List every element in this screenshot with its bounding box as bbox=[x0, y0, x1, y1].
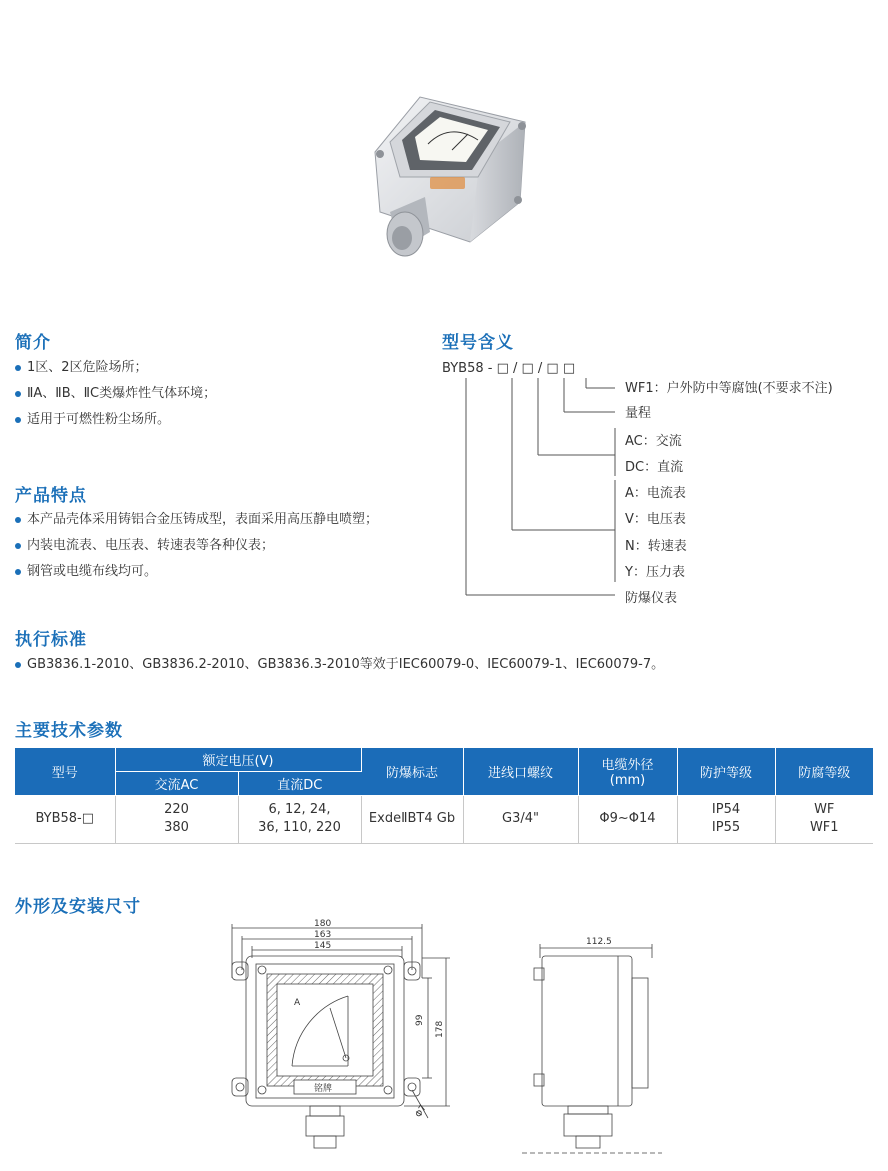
dim-180: 180 bbox=[314, 919, 332, 929]
cell-dc bbox=[238, 795, 361, 843]
header-cable bbox=[578, 748, 677, 795]
meter-letter: A bbox=[294, 998, 301, 1008]
cell-ac-1: 220 bbox=[164, 802, 189, 817]
header-ip: 防护等级 bbox=[677, 748, 775, 795]
spec-table bbox=[15, 748, 873, 844]
model-label: V：电压表 bbox=[625, 512, 686, 527]
dimension-drawing bbox=[222, 918, 672, 1171]
cell-ac-2: 380 bbox=[164, 820, 189, 835]
dim-163: 163 bbox=[314, 930, 332, 940]
intro-list bbox=[15, 355, 216, 433]
cell-corrosion-1: WF bbox=[814, 802, 835, 817]
cell-corrosion-2: WF1 bbox=[809, 820, 839, 835]
dim-hole: Φ7 bbox=[413, 1103, 430, 1120]
model-meaning-title: 型号含义 bbox=[442, 333, 514, 353]
cell-ac bbox=[115, 795, 238, 843]
model-code: BYB58 - □ / □ / □ □ bbox=[442, 361, 576, 376]
standards-title: 执行标准 bbox=[15, 630, 87, 650]
table-row bbox=[15, 795, 873, 843]
model-label: DC：直流 bbox=[625, 460, 684, 475]
model-label: A：电流表 bbox=[625, 486, 686, 501]
header-model: 型号 bbox=[15, 748, 115, 795]
features-list bbox=[15, 507, 378, 585]
header-cable-label: 电缆外径 bbox=[601, 758, 654, 774]
cell-ip-2: IP55 bbox=[711, 820, 741, 835]
model-label: Y：压力表 bbox=[625, 565, 685, 580]
model-label: 量程 bbox=[625, 406, 652, 421]
dim-99: 99 bbox=[415, 1014, 425, 1026]
cell-thread: G3/4" bbox=[463, 795, 578, 843]
model-label: AC：交流 bbox=[625, 434, 682, 449]
dimensions-title: 外形及安装尺寸 bbox=[15, 897, 141, 917]
list-item: 1区、2区危险场所； bbox=[15, 355, 216, 381]
list-item: ⅡA、ⅡB、ⅡC类爆炸性气体环境； bbox=[15, 381, 216, 407]
model-label: N：转速表 bbox=[625, 539, 687, 554]
standards-list bbox=[15, 652, 664, 678]
cell-ip-1: IP54 bbox=[711, 802, 741, 817]
cell-mark: ExdeⅡBT4 Gb bbox=[361, 795, 463, 843]
list-item: 钢管或电缆布线均可。 bbox=[15, 559, 378, 585]
model-label: WF1：户外防中等腐蚀(不要求不注) bbox=[625, 381, 833, 396]
list-item: GB3836.1-2010、GB3836.2-2010、GB3836.3-2010等效于IEC60079-0、IEC60079-1、IEC60079-7。 bbox=[15, 652, 664, 678]
header-corrosion: 防腐等级 bbox=[775, 748, 873, 795]
intro-title: 简介 bbox=[15, 333, 51, 353]
model-label: 防爆仪表 bbox=[625, 591, 678, 606]
cell-dc-2: 36, 110, 220 bbox=[258, 820, 341, 835]
dim-178: 178 bbox=[435, 1020, 445, 1038]
features-title: 产品特点 bbox=[15, 486, 87, 506]
dim-145: 145 bbox=[314, 941, 332, 951]
header-voltage: 额定电压(V) bbox=[115, 748, 361, 771]
model-code-diagram bbox=[440, 350, 880, 610]
header-mark: 防爆标志 bbox=[361, 748, 463, 795]
list-item: 本产品壳体采用铸铝合金压铸成型，表面采用高压静电喷塑； bbox=[15, 507, 378, 533]
nameplate-label: 铭牌 bbox=[314, 1084, 333, 1094]
header-thread: 进线口螺纹 bbox=[463, 748, 578, 795]
spec-title: 主要技术参数 bbox=[15, 721, 123, 741]
header-cable-unit: (mm) bbox=[609, 773, 646, 789]
list-item: 内装电流表、电压表、转速表等各种仪表； bbox=[15, 533, 378, 559]
cell-ip bbox=[677, 795, 775, 843]
cell-corrosion bbox=[775, 795, 873, 843]
list-item: 适用于可燃性粉尘场所。 bbox=[15, 407, 216, 433]
header-dc: 直流DC bbox=[238, 771, 361, 795]
header-ac: 交流AC bbox=[115, 771, 238, 795]
cell-cable: Φ9~Φ14 bbox=[578, 795, 677, 843]
dim-112-5: 112.5 bbox=[586, 937, 612, 947]
product-photo bbox=[360, 82, 540, 272]
cell-dc-1: 6, 12, 24, bbox=[268, 802, 331, 817]
cell-model: BYB58-□ bbox=[15, 795, 115, 843]
